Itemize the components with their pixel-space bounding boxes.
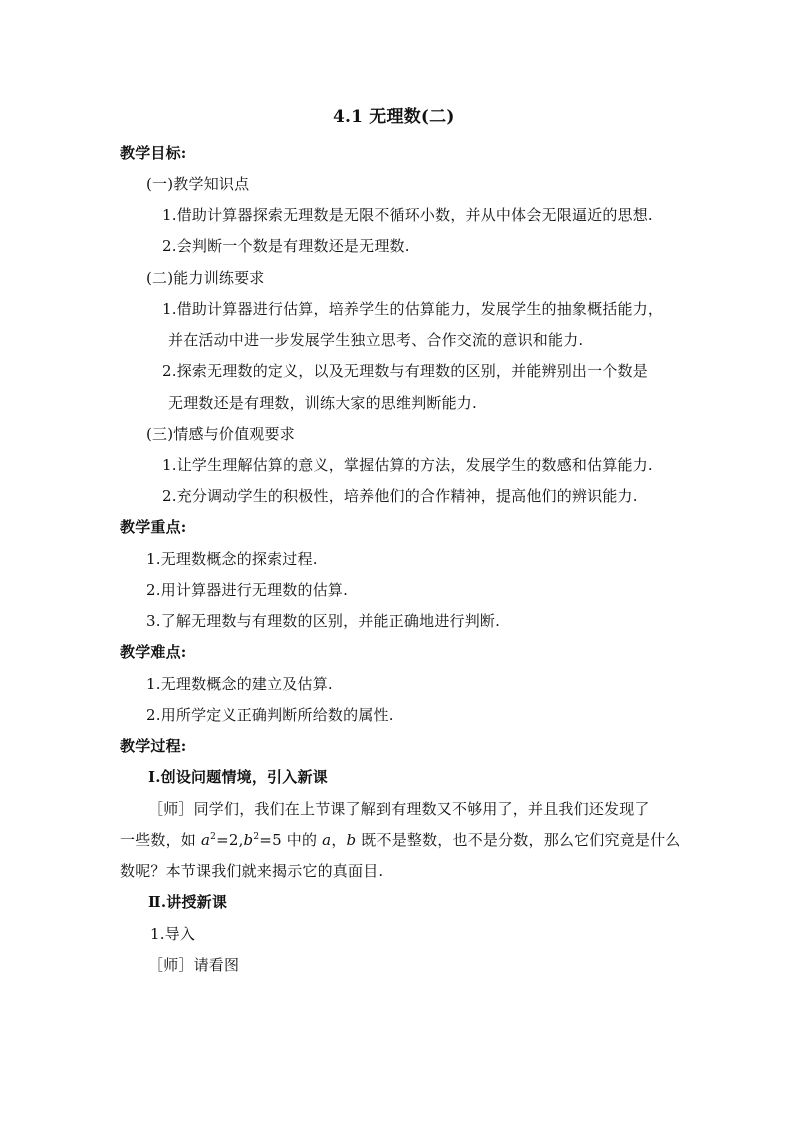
key-point-1: 1.无理数概念的探索过程. xyxy=(146,550,318,568)
emotion-heading: (三)情感与价值观要求 xyxy=(146,425,295,443)
ability-item-1-line-2: 并在活动中进一步发展学生独立思考、合作交流的意识和能力. xyxy=(168,331,584,349)
knowledge-item-1: 1.借助计算器探索无理数是无限不循环小数，并从中体会无限逼近的思想. xyxy=(162,206,653,224)
subsection-1-heading: 1.导入 xyxy=(150,925,196,943)
emotion-item-1: 1.让学生理解估算的意义，掌握估算的方法，发展学生的数感和估算能力. xyxy=(162,456,653,474)
difficulty-1: 1.无理数概念的建立及估算. xyxy=(146,675,333,693)
key-points-heading: 教学重点: xyxy=(120,518,187,536)
section-1-heading: Ⅰ.创设问题情境，引入新课 xyxy=(148,768,328,786)
paragraph-1-line-3: 数呢？本节课我们就来揭示它的真面目. xyxy=(120,862,384,880)
key-point-3: 3.了解无理数与有理数的区别，并能正确地进行判断. xyxy=(146,612,501,630)
knowledge-heading: (一)教学知识点 xyxy=(146,175,250,193)
section-2-heading: Ⅱ.讲授新课 xyxy=(148,893,228,911)
knowledge-item-2: 2.会判断一个数是有理数还是无理数. xyxy=(162,237,410,255)
paragraph-2: ［师］请看图 xyxy=(148,956,240,974)
ability-item-2-line-1: 2.探索无理数的定义，以及无理数与有理数的区别，并能辨别出一个数是 xyxy=(162,362,648,380)
process-heading: 教学过程: xyxy=(120,737,187,755)
emotion-item-2: 2.充分调动学生的积极性，培养他们的合作精神，提高他们的辨识能力. xyxy=(162,487,638,505)
key-point-2: 2.用计算器进行无理数的估算. xyxy=(146,581,349,599)
goals-heading: 教学目标: xyxy=(120,144,187,162)
ability-item-1-line-1: 1.借助计算器进行估算，培养学生的估算能力，发展学生的抽象概括能力， xyxy=(162,300,664,318)
ability-item-2-line-2: 无理数还是有理数，训练大家的思维判断能力. xyxy=(168,394,477,412)
paragraph-1-line-2: 一些数，如 $a^2=2,b^2=5$ 中的 a，b 既不是整数，也不是分数，那么它们究竟是什么 xyxy=(120,831,681,849)
page-title: 4.1 无理数(二) xyxy=(333,107,455,127)
paragraph-1-line-1: ［师］同学们，我们在上节课了解到有理数又不够用了，并且我们还发现了 xyxy=(148,800,650,818)
difficulties-heading: 教学难点: xyxy=(120,643,187,661)
ability-heading: (二)能力训练要求 xyxy=(146,269,265,287)
difficulty-2: 2.用所学定义正确判断所给数的属性. xyxy=(146,706,394,724)
